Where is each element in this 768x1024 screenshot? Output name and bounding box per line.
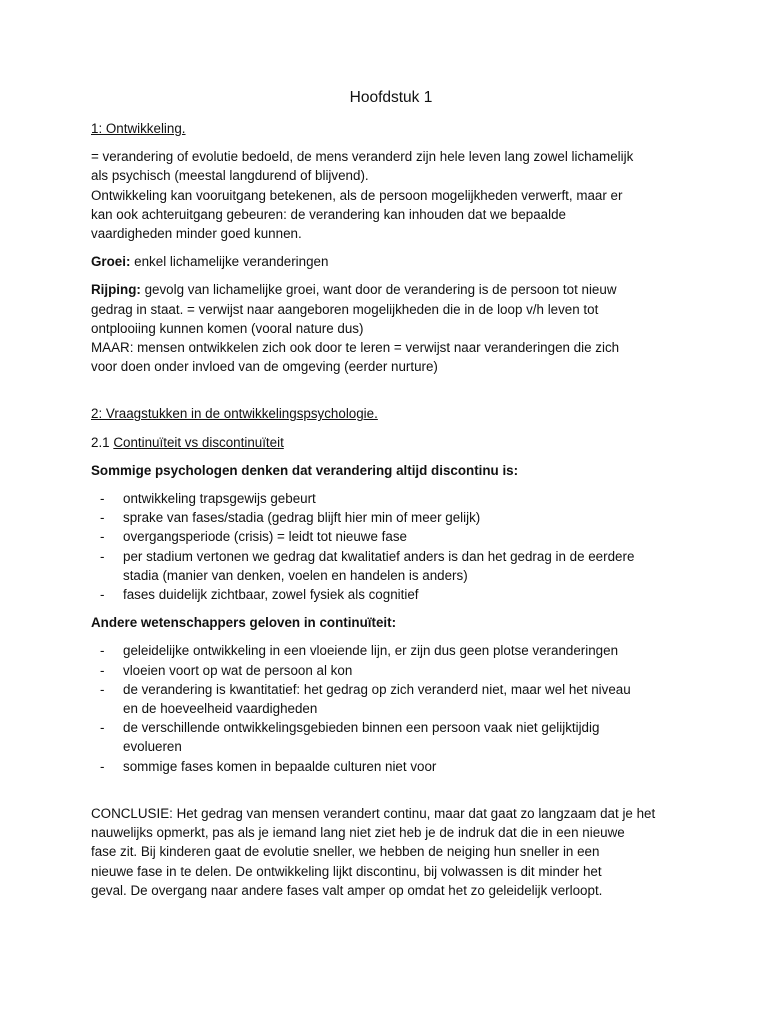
section-1-heading: 1: Ontwikkeling. [91, 121, 186, 136]
list-item-text: per stadium vertonen we gedrag dat kwalitatief anders is dan het gedrag in de eerdere [123, 548, 635, 564]
spacer [91, 785, 691, 804]
section-1-intro [91, 147, 691, 243]
subsection-2-1-heading [91, 433, 691, 452]
spacer [91, 385, 691, 404]
list-item-text: ontwikkeling trapsgewijs gebeurt [123, 491, 316, 507]
list-item-text: vloeien voort op wat de persoon al kon [123, 662, 353, 678]
groei-text: enkel lichamelijke veranderingen [130, 254, 329, 270]
conclusie-line: geval. De overgang naar andere fases valt amper op omdat het zo geleidelijk verloopt. [91, 882, 603, 898]
bullet: - [100, 662, 105, 678]
bullet: - [100, 587, 105, 603]
list-item [91, 661, 691, 680]
bullet: - [100, 720, 105, 736]
list-item [91, 680, 691, 718]
rijping-line: voor doen onder invloed van de omgeving (eerder nurture) [91, 359, 438, 375]
list-item-text: en de hoeveelheid vaardigheden [123, 701, 318, 717]
intro-line: = verandering of evolutie bedoeld, de mens veranderd zijn hele leven lang zowel lichamelijk [91, 149, 634, 165]
list-item [91, 641, 691, 660]
subsection-number: 2.1 [91, 434, 114, 450]
discontinu-list [91, 489, 691, 604]
bullet: - [100, 510, 105, 526]
page-title: Hoofdstuk 1 [349, 89, 433, 106]
rijping-line: ontplooiing kunnen komen (vooral nature dus) [91, 320, 364, 336]
list-item-text: stadia (manier van denken, voelen en handelen is anders) [123, 567, 468, 583]
list-item [91, 585, 691, 604]
rijping-first-line [91, 280, 691, 299]
continu-heading: Andere wetenschappers geloven in continuïteit: [91, 615, 397, 631]
list-item [91, 508, 691, 527]
intro-line: Ontwikkeling kan vooruitgang betekenen, als de persoon mogelijkheden verwerft, maar er [91, 187, 623, 203]
subsection-title: Continuïteit vs discontinuïteit [113, 434, 284, 450]
rijping-label: Rijping: [91, 282, 141, 298]
bullet: - [100, 529, 105, 545]
list-item [91, 489, 691, 508]
conclusie-paragraph [91, 804, 691, 900]
continu-list [91, 641, 691, 775]
intro-line: als psychisch (meestal langdurend of blijvend). [91, 168, 369, 184]
groei-paragraph [91, 252, 691, 271]
conclusie-line: nieuwe fase in te delen. De ontwikkeling lijkt discontinu, bij volwassen is dit minder het [91, 863, 602, 879]
rijping-text: gevolg van lichamelijke groei, want door de verandering is de persoon tot nieuw [140, 282, 617, 298]
bullet: - [100, 491, 105, 507]
conclusie-line: fase zit. Bij kinderen gaat de evolutie sneller, we hebben de neiging hun sneller in een [91, 844, 600, 860]
bullet: - [100, 758, 105, 774]
list-item-text: sommige fases komen in bepaalde culturen niet voor [123, 758, 437, 774]
list-item-text: evolueren [123, 739, 182, 755]
conclusie-line: nauwelijks opmerkt, pas als je iemand lang niet ziet heb je de indruk dat die in een nieuwe [91, 825, 625, 841]
section-2-heading: 2: Vraagstukken in de ontwikkelingspsychologie. [91, 406, 378, 422]
list-item [91, 718, 691, 756]
list-item [91, 547, 691, 585]
intro-line: kan ook achteruitgang gebeuren: de verandering kan inhouden dat we bepaalde [91, 206, 566, 222]
list-item [91, 527, 691, 546]
rijping-line: gedrag in staat. = verwijst naar aangeboren mogelijkheden die in de loop v/h leven tot [91, 301, 599, 317]
list-item-text: sprake van fases/stadia (gedrag blijft hier min of meer gelijk) [123, 510, 481, 526]
bullet: - [100, 681, 105, 697]
list-item-text: de verandering is kwantitatief: het gedrag op zich veranderd niet, maar wel het niveau [123, 681, 631, 697]
bullet: - [100, 548, 105, 564]
intro-line: vaardigheden minder goed kunnen. [91, 226, 302, 242]
list-item-text: de verschillende ontwikkelingsgebieden binnen een persoon vaak niet gelijktijdig [123, 720, 600, 736]
discontinu-heading: Sommige psychologen denken dat verandering altijd discontinu is: [91, 462, 519, 478]
rijping-line: MAAR: mensen ontwikkelen zich ook door te leren = verwijst naar veranderingen die zich [91, 340, 620, 356]
list-item-text: fases duidelijk zichtbaar, zowel fysiek als cognitief [123, 587, 419, 603]
document-content [91, 88, 691, 909]
list-item [91, 757, 691, 776]
list-item-text: overgangsperiode (crisis) = leidt tot nieuwe fase [123, 529, 407, 545]
list-item-text: geleidelijke ontwikkeling in een vloeiende lijn, er zijn dus geen plotse veranderingen [123, 643, 619, 659]
rijping-paragraph [91, 280, 691, 376]
groei-label: Groei: [91, 254, 131, 270]
bullet: - [100, 643, 105, 659]
conclusie-line: CONCLUSIE: Het gedrag van mensen verandert continu, maar dat gaat zo langzaam dat je het [91, 805, 656, 821]
